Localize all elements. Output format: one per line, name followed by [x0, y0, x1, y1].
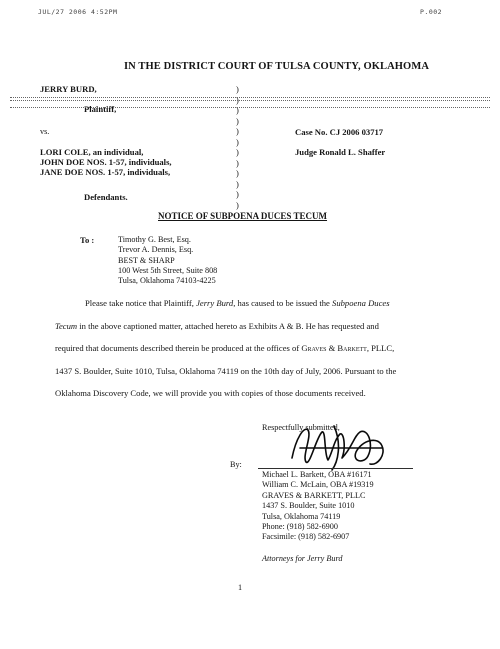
to-address-block	[118, 235, 217, 286]
attorneys-for: Attorneys for Jerry Burd	[262, 554, 343, 563]
signature-line	[258, 468, 413, 469]
signature-line-item: Phone: (918) 582-6900	[262, 522, 338, 532]
signature-line-item: 1437 S. Boulder, Suite 1010	[262, 501, 355, 511]
to-line: 100 West 5th Street, Suite 808	[118, 265, 218, 275]
page-mark: 1	[238, 583, 243, 592]
defendant-line-1: LORI COLE, an individual,	[40, 147, 144, 157]
plaintiff-role: Plaintiff,	[84, 104, 117, 114]
body-paragraph	[55, 292, 396, 405]
signature-line-item: Tulsa, Oklahoma 74119	[262, 511, 341, 521]
closing-text: Respectfully submitted,	[262, 423, 340, 432]
signature-address-block	[262, 470, 374, 543]
body-line-3: required that documents described therein be produced at the offices of Graves & Barkett, PLLC,	[55, 343, 395, 353]
body-line-4: 1437 S. Boulder, Suite 1010, Tulsa, Oklahoma 74119 on the 10th day of July, 2006. Pursuant to the	[55, 365, 397, 376]
versus-label: vs.	[40, 127, 50, 136]
scan-dotted-line	[10, 100, 490, 101]
signature-line-item: Facsimile: (918) 582-6907	[262, 532, 350, 542]
signature-line-item: William C. McLain, OBA #19319	[262, 480, 374, 490]
signature-line-item: Michael L. Barkett, OBA #16171	[262, 470, 372, 479]
defendant-line-2: JOHN DOE NOS. 1-57, individuals,	[40, 157, 172, 167]
to-line: Trevor A. Dennis, Esq.	[118, 245, 194, 255]
body-line-2: Tecum in the above captioned matter, attached hereto as Exhibits A & B. He has requested and	[55, 320, 379, 331]
plaintiff-name-italic: Jerry Burd	[196, 298, 234, 308]
defendant-role: Defendants.	[84, 192, 128, 202]
body-line-1: Please take notice that Plaintiff, Jerry Burd, has caused to be issued the Subpoena Duces	[85, 298, 390, 308]
fax-header-left: JUL/27 2006 4:52PM	[38, 8, 118, 16]
caption-parenthesis-column: ) ) ) ) ) ) ) ) ) ) ) )	[236, 84, 239, 210]
fax-header-right: P.002	[420, 8, 443, 16]
court-title: IN THE DISTRICT COURT OF TULSA COUNTY, OKLAHOMA	[124, 61, 430, 72]
judge-name: Judge Ronald L. Shaffer	[295, 147, 386, 157]
to-line: Timothy G. Best, Esq.	[118, 235, 191, 244]
case-number: Case No. CJ 2006 03717	[295, 127, 384, 137]
body-line-5: Oklahoma Discovery Code, we will provide you with copies of those documents received.	[55, 388, 366, 398]
to-label: To :	[80, 235, 95, 245]
scan-dotted-line	[10, 107, 490, 108]
to-line: Tulsa, Oklahoma 74103-4225	[118, 276, 216, 286]
by-label: By:	[230, 460, 242, 469]
signature-line-item: GRAVES & BARKETT, PLLC	[262, 490, 366, 500]
defendant-line-3: JANE DOE NOS. 1-57, individuals,	[40, 167, 171, 177]
plaintiff-name: JERRY BURD,	[40, 84, 97, 94]
scan-dotted-line	[10, 97, 490, 98]
to-line: BEST & SHARP	[118, 255, 175, 265]
notice-title: NOTICE OF SUBPOENA DUCES TECUM	[158, 211, 328, 221]
